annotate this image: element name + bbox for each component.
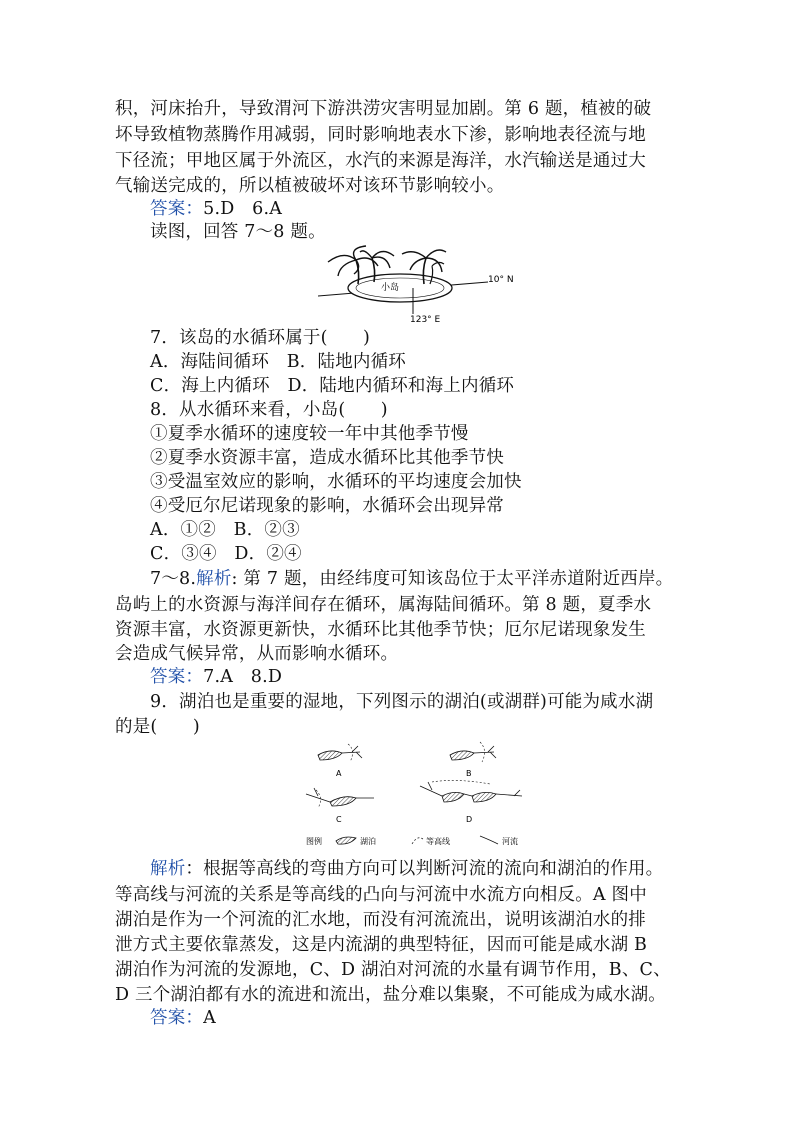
q8-item: ④受厄尔尼诺现象的影响，水循环会出现异常	[150, 496, 504, 516]
answer-value: 5.D 6.A	[203, 199, 283, 219]
explanation-7-8-line: 会造成气候异常，从而影响水循环。	[115, 644, 399, 664]
lake-figure	[300, 740, 540, 852]
answer-value: 7.A 8.D	[203, 667, 283, 687]
island-figure	[318, 244, 518, 324]
explanation-9-line: 湖泊是作为一个河流的汇水地，而没有河流流出，说明该湖泊水的排	[115, 910, 646, 930]
lake-diagram-b	[450, 742, 496, 778]
q9-line2: 的是( )	[115, 717, 200, 737]
explanation-9-line: 泄方式主要依靠蒸发，这是内流湖的典型特征，因而可能是咸水湖 B	[115, 935, 648, 955]
explanation-9-line: 等高线与河流的关系是等高线的凸向与河流中水流方向相反。A 图中	[115, 885, 647, 905]
diagram-label: B	[466, 769, 472, 778]
q8-options-2: C．③④ D．②④	[150, 544, 302, 564]
lake-diagram-a	[318, 744, 362, 778]
text-line: 积，河床抬升，导致渭河下游洪涝灾害明显加剧。第 6 题，植被的破	[115, 99, 652, 119]
explanation-9-line: 湖泊作为河流的发源地，C、D 湖泊对河流的水量有调节作用，B、C、	[115, 960, 671, 980]
figure-legend	[306, 836, 518, 846]
answer-value: A	[203, 1008, 216, 1028]
legend-contour: 等高线	[426, 837, 450, 846]
answer-label: 答案：	[150, 199, 204, 219]
text-line: 坏导致植物蒸腾作用减弱，同时影响地表水下渗，影响地表径流与地	[115, 125, 646, 145]
lake-diagram-d	[420, 780, 522, 824]
q7-options-2: C．海上内循环 D．陆地内循环和海上内循环	[150, 376, 515, 396]
explanation-prefix: 7～8.	[150, 569, 197, 589]
lake-diagram-c	[306, 788, 374, 824]
diagram-label: A	[336, 769, 342, 778]
answer-label: 答案：	[150, 1008, 204, 1028]
explanation-9-line1	[150, 857, 663, 881]
q8-item: ①夏季水循环的速度较一年中其他季节慢	[150, 424, 469, 444]
longitude-label: 123° E	[410, 315, 441, 324]
island-label: 小岛	[381, 283, 400, 293]
explanation-label: 解析	[150, 859, 186, 879]
text-line: 下径流；甲地区属于外流区，水汽的来源是海洋，水汽输送是通过大	[115, 151, 646, 171]
q9-line1: 9．湖泊也是重要的湿地，下列图示的湖泊(或湖群)可能为咸水湖	[150, 692, 654, 712]
q8-item: ②夏季水资源丰富，造成水循环比其他季节快	[150, 448, 504, 468]
legend-title: 图例	[306, 837, 322, 846]
diagram-label: D	[466, 815, 473, 824]
explanation-label: 解析	[196, 569, 232, 589]
latitude-label: 10° N	[488, 275, 514, 285]
answer-5-6	[150, 197, 282, 221]
answer-label: 答案：	[150, 667, 204, 687]
q8-options-1: A．①② B．②③	[150, 520, 300, 540]
explanation-7-8-line: 资源丰富，水资源更新快，水循环比其他季节快；厄尔尼诺现象发生	[115, 620, 646, 640]
text-line: 气输送完成的，所以植被破坏对该环节影响较小。	[115, 176, 505, 196]
q7-options-1: A．海陆间循环 B．陆地内循环	[150, 352, 406, 372]
legend-river: 河流	[502, 837, 518, 846]
answer-9	[150, 1006, 216, 1030]
answer-7-8	[150, 665, 282, 689]
explanation-7-8-line1	[150, 567, 673, 591]
explanation-7-8-line: 岛屿上的水资源与海洋间存在循环，属海陆间循环。第 8 题，夏季水	[115, 595, 652, 615]
q8-item: ③受温室效应的影响，水循环的平均速度会加快	[150, 472, 522, 492]
q7-stem: 7．该岛的水循环属于( )	[150, 328, 371, 348]
explanation-9-line: D 三个湖泊都有水的流进和流出，盐分难以集聚，不可能成为咸水湖。	[115, 985, 666, 1005]
read-figure-prompt: 读图，回答 7～8 题。	[150, 222, 326, 242]
diagram-label: C	[336, 815, 342, 824]
legend-lake: 湖泊	[360, 837, 376, 846]
q8-stem: 8．从水循环来看，小岛( )	[150, 400, 388, 420]
explanation-text: : 第 7 题，由经纬度可知该岛位于太平洋赤道附近西岸。	[231, 569, 674, 589]
explanation-text: ：根据等高线的弯曲方向可以判断河流的流向和湖泊的作用。	[185, 859, 664, 879]
